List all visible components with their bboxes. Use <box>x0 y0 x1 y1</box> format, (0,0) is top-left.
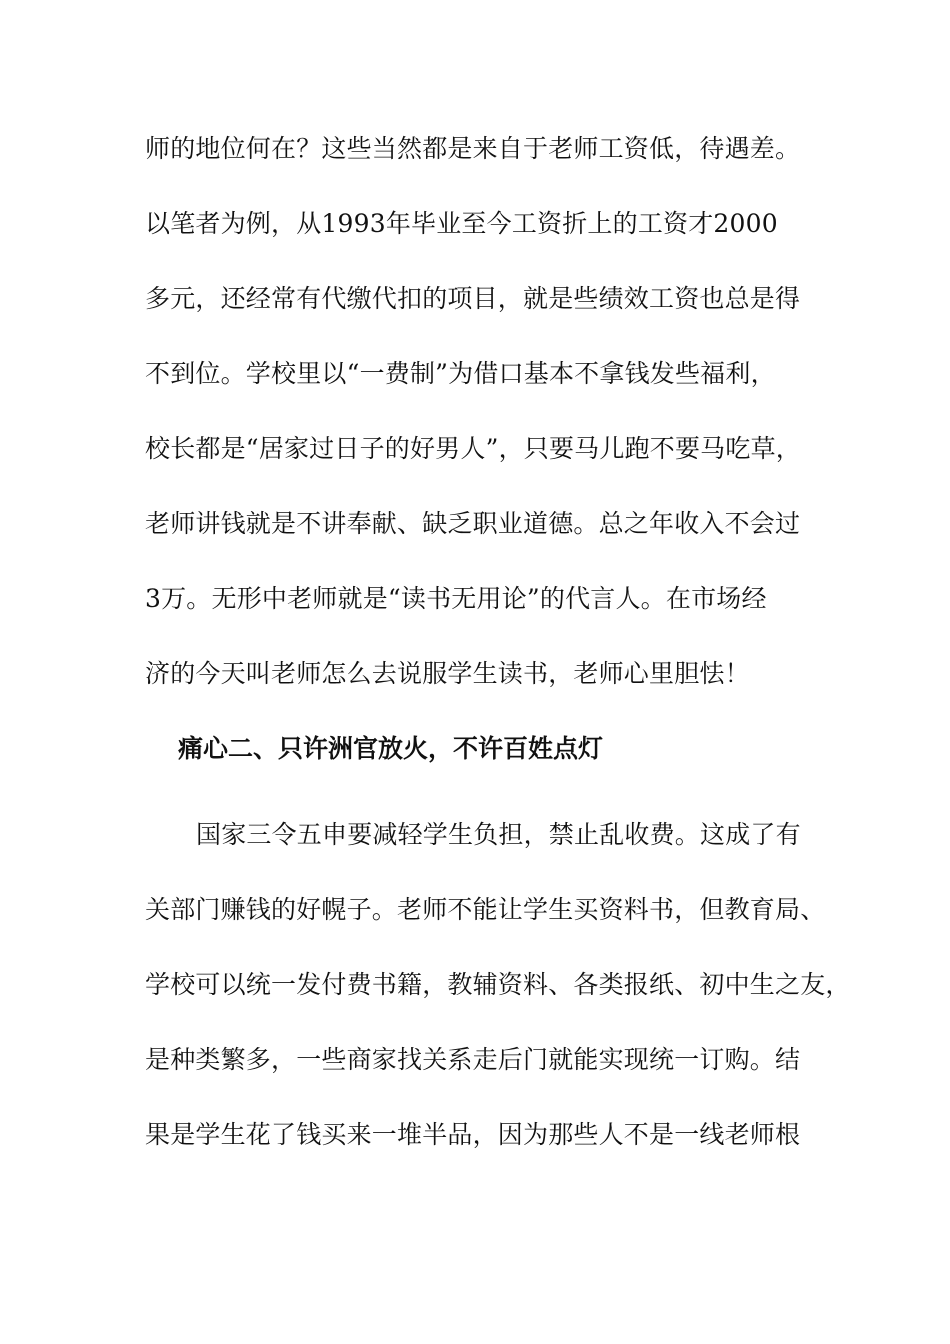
paragraph-line: 校长都是“居家过日子的好男人”，只要马儿跑不要马吃草， <box>145 434 801 463</box>
paragraph-line: 果是学生花了钱买来一堆半品，因为那些人不是一线老师根 <box>145 1120 801 1149</box>
paragraph-line: 不到位。学校里以“一费制”为借口基本不拿钱发些福利， <box>145 359 776 388</box>
paragraph-line: 3万。无形中老师就是“读书无用论”的代言人。在市场经 <box>145 584 767 613</box>
paragraph-line: 关部门赚钱的好幌子。老师不能让学生买资料书，但教育局、 <box>145 895 826 924</box>
paragraph-line: 老师讲钱就是不讲奉献、缺乏职业道德。总之年收入不会过 <box>145 509 801 538</box>
paragraph-line: 以笔者为例，从1993年毕业至今工资折上的工资才2000 <box>145 209 778 238</box>
paragraph-line: 学校可以统一发付费书籍，教辅资料、各类报纸、初中生之友， <box>145 970 851 999</box>
section-heading: 痛心二、只许洲官放火，不许百姓点灯 <box>178 734 604 763</box>
paragraph-line: 多元，还经常有代缴代扣的项目，就是些绩效工资也总是得 <box>145 284 801 313</box>
paragraph-line: 济的今天叫老师怎么去说服学生读书，老师心里胆怯！ <box>145 659 750 688</box>
paragraph-line: 师的地位何在？这些当然都是来自于老师工资低，待遇差。 <box>145 134 801 163</box>
paragraph-line: 国家三令五申要减轻学生负担，禁止乱收费。这成了有 <box>196 820 801 849</box>
paragraph-line: 是种类繁多，一些商家找关系走后门就能实现统一订购。结 <box>145 1045 801 1074</box>
